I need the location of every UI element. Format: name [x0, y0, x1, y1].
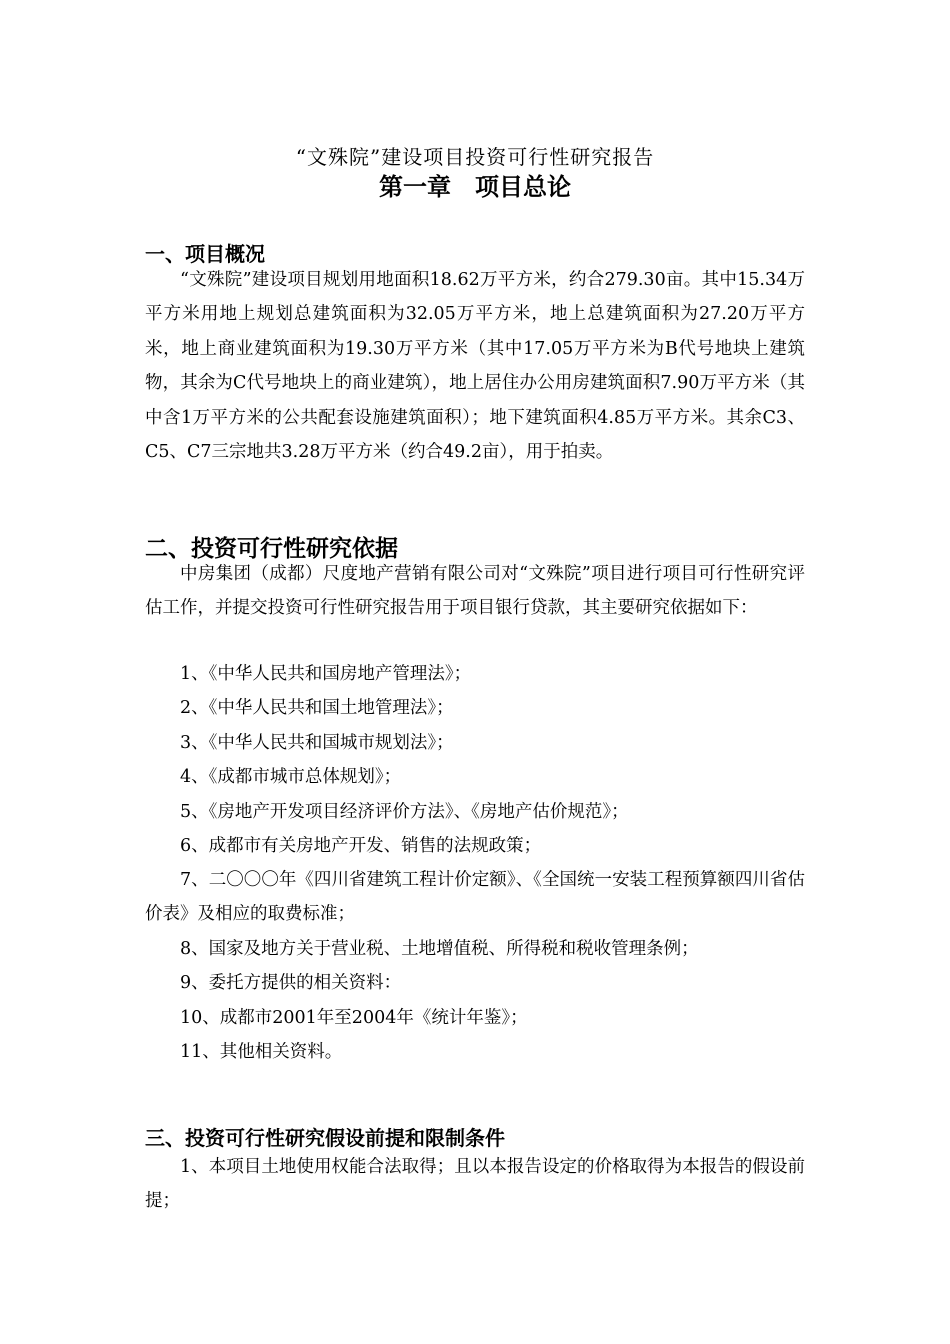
basis-list-item: 8、国家及地方关于营业税、土地增值税、所得税和税收管理条例； — [180, 939, 699, 959]
basis-list-item: 9、委托方提供的相关资料： — [180, 973, 402, 993]
section-heading-assumptions: 三、投资可行性研究假设前提和限制条件 — [145, 1126, 505, 1150]
chapter-title: 第一章 项目总论 — [379, 173, 571, 201]
basis-list-item: 2、《中华人民共和国土地管理法》； — [180, 698, 454, 718]
basis-intro-paragraph: 中房集团（成都）尺度地产营销有限公司对“文殊院”项目进行项目可行性研究评估工作，并提交投资可行性研究报告用于项目银行贷款，其主要研究依据如下： — [145, 564, 805, 619]
basis-list-item: 1、《中华人民共和国房地产管理法》； — [180, 664, 472, 684]
basis-list-item: 3、《中华人民共和国城市规划法》； — [180, 733, 454, 753]
basis-list-item: 4、《成都市城市总体规划》； — [180, 767, 402, 787]
basis-list-item: 7、二〇〇〇年《四川省建筑工程计价定额》、《全国统一安装工程预算额四川省估价表》及相应的取费标准； — [145, 870, 805, 925]
overview-paragraph: “文殊院”建设项目规划用地面积18.62万平方米，约合279.30亩。其中15.34万平方米用地上规划总建筑面积为32.05万平方米，地上总建筑面积为27.20万平方米，地上商业建筑面积为19.30万平方米（其中17.05万平方米为B代号地块上建筑物，其余为C代号地块上的商业建筑），地上居住办公用房建筑面积7.90万平方米（其中含1万平方米的公共配套设施建筑面积）；地下建筑面积4.85万平方米。其余C3、C5、C7三宗地共3.28万平方米（约合49.2亩），用于拍卖。 — [145, 270, 805, 463]
document-title: “文殊院”建设项目投资可行性研究报告 — [295, 145, 655, 169]
assumption-list-item: 1、本项目土地使用权能合法取得；且以本报告设定的价格取得为本报告的假设前提； — [145, 1157, 805, 1212]
basis-list-item: 6、成都市有关房地产开发、销售的法规政策； — [180, 836, 542, 856]
section-heading-basis: 二、投资可行性研究依据 — [145, 536, 398, 562]
basis-list-item: 10、成都市2001年至2004年《统计年鉴》； — [180, 1008, 528, 1028]
basis-list-item: 11、其他相关资料。 — [180, 1042, 343, 1062]
section-heading-overview: 一、项目概况 — [145, 242, 265, 266]
basis-list-item: 5、《房地产开发项目经济评价方法》、《房地产估价规范》； — [180, 802, 629, 822]
